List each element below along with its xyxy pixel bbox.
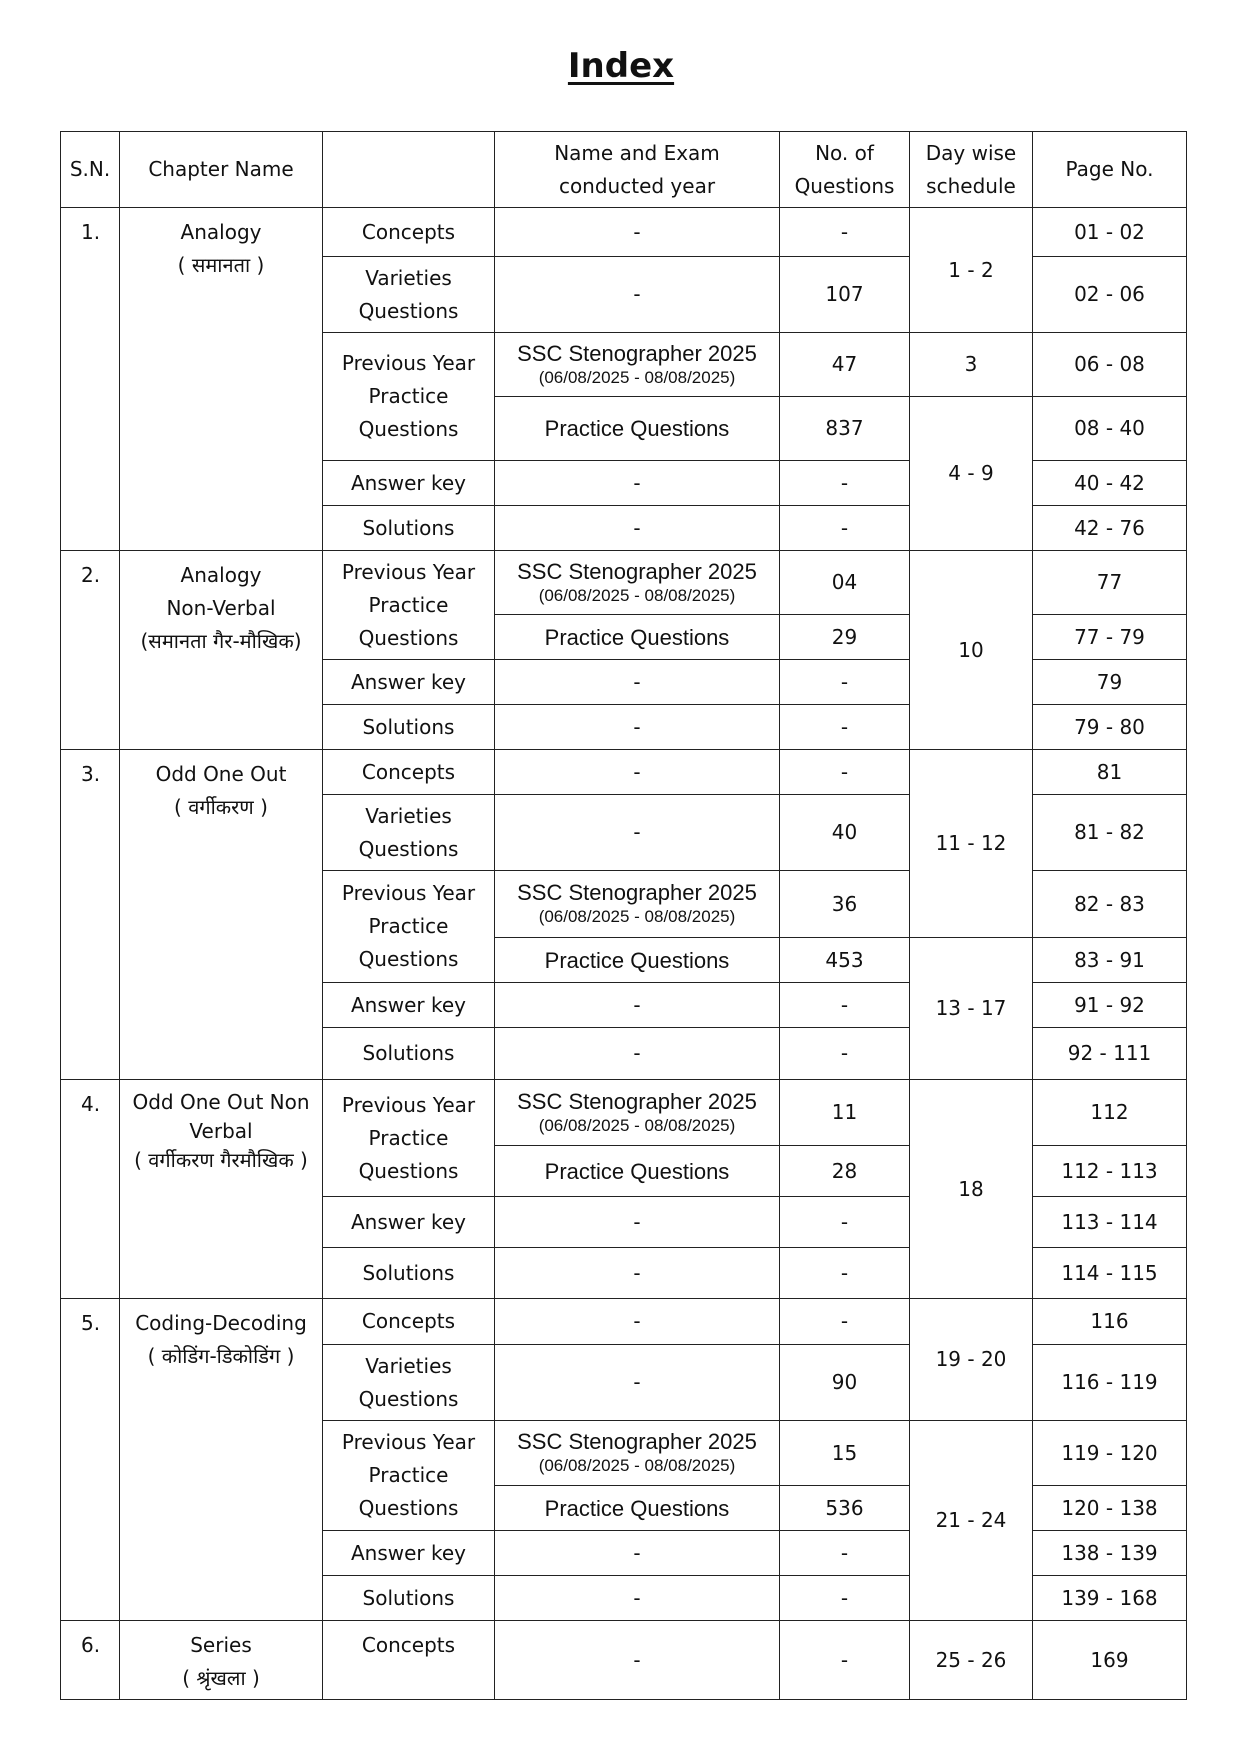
questions-cell: 536 [780, 1486, 910, 1531]
exam-name: SSC Stenographer 2025 [517, 880, 757, 905]
section-cell: Concepts [323, 750, 495, 795]
chapter-hindi: ( श्रृंखला ) [182, 1666, 260, 1690]
page-cell: 77 - 79 [1033, 615, 1187, 660]
section-cell: Concepts [323, 1621, 495, 1700]
section-cell: Concepts [323, 1299, 495, 1345]
section-cell: Solutions [323, 1576, 495, 1621]
day-cell: 19 - 20 [910, 1299, 1033, 1421]
page-cell: 114 - 115 [1033, 1248, 1187, 1299]
chapter-name [120, 750, 323, 1080]
exam-cell: - [495, 1028, 780, 1080]
section-cell: Solutions [323, 1028, 495, 1080]
exam-date: (06/08/2025 - 08/08/2025) [538, 1456, 736, 1475]
page-cell: 01 - 02 [1033, 208, 1187, 257]
page-cell: 138 - 139 [1033, 1531, 1187, 1576]
page-cell: 92 - 111 [1033, 1028, 1187, 1080]
page-cell: 112 [1033, 1080, 1187, 1146]
chapter-name [120, 208, 323, 551]
page-cell: 82 - 83 [1033, 871, 1187, 938]
chapter-name [120, 1080, 323, 1299]
chapter-hindi: ( कोडिंग-डिकोडिंग ) [147, 1344, 295, 1368]
questions-cell: - [780, 1576, 910, 1621]
header-page-no: Page No. [1033, 132, 1187, 208]
page-cell: 77 [1033, 551, 1187, 615]
table-row [61, 208, 1187, 257]
questions-cell: - [780, 983, 910, 1028]
header-row [61, 132, 1187, 208]
header-questions: No. of Questions [780, 132, 910, 208]
exam-name: SSC Stenographer 2025 [517, 340, 757, 366]
exam-cell: - [495, 208, 780, 257]
questions-cell: 453 [780, 938, 910, 983]
header-sn: S.N. [61, 132, 120, 208]
chapter-name [120, 551, 323, 750]
exam-cell: - [495, 750, 780, 795]
questions-cell: 107 [780, 257, 910, 333]
exam-cell: Practice Questions [495, 615, 780, 660]
page-cell: 119 - 120 [1033, 1421, 1187, 1486]
exam-date: (06/08/2025 - 08/08/2025) [538, 367, 736, 387]
page-cell: 120 - 138 [1033, 1486, 1187, 1531]
questions-cell: - [780, 461, 910, 506]
page-cell: 139 - 168 [1033, 1576, 1187, 1621]
section-cell: Solutions [323, 1248, 495, 1299]
exam-cell [495, 551, 780, 615]
header-section [323, 132, 495, 208]
chapter-name [120, 1621, 323, 1700]
header-chapter-name: Chapter Name [120, 132, 323, 208]
section-cell: Previous Year Practice Questions [323, 551, 495, 660]
questions-cell: - [780, 208, 910, 257]
section-cell: Varieties Questions [323, 795, 495, 871]
chapter-title: Odd One Out [155, 762, 287, 786]
questions-cell: - [780, 1197, 910, 1248]
page-cell: 81 - 82 [1033, 795, 1187, 871]
questions-cell: 15 [780, 1421, 910, 1486]
exam-cell: - [495, 660, 780, 705]
questions-cell: 837 [780, 397, 910, 461]
questions-cell: 28 [780, 1146, 910, 1197]
chapter-hindi: ( वर्गीकरण ) [174, 795, 268, 819]
chapter-title: Coding-Decoding [135, 1311, 307, 1335]
section-cell: Answer key [323, 983, 495, 1028]
page-cell: 91 - 92 [1033, 983, 1187, 1028]
questions-cell: 04 [780, 551, 910, 615]
questions-cell: 90 [780, 1345, 910, 1421]
questions-cell: - [780, 750, 910, 795]
questions-cell: - [780, 1531, 910, 1576]
exam-name: SSC Stenographer 2025 [517, 1088, 757, 1114]
questions-cell: 36 [780, 871, 910, 938]
page-cell: 112 - 113 [1033, 1146, 1187, 1197]
page-cell: 40 - 42 [1033, 461, 1187, 506]
questions-cell: - [780, 705, 910, 750]
day-cell: 4 - 9 [910, 397, 1033, 551]
section-cell: Varieties Questions [323, 1345, 495, 1421]
header-day-schedule: Day wise schedule [910, 132, 1033, 208]
exam-name: SSC Stenographer 2025 [517, 558, 757, 584]
exam-cell: Practice Questions [495, 397, 780, 461]
chapter-title: Analogy [180, 563, 262, 587]
chapter-title: Series [190, 1633, 252, 1657]
exam-cell: - [495, 257, 780, 333]
exam-cell [495, 1080, 780, 1146]
exam-cell: - [495, 1197, 780, 1248]
chapter-sn: 2. [61, 551, 120, 750]
exam-cell [495, 871, 780, 938]
section-cell: Previous Year Practice Questions [323, 1421, 495, 1531]
questions-cell: 29 [780, 615, 910, 660]
exam-cell: Practice Questions [495, 1146, 780, 1197]
questions-cell: - [780, 1299, 910, 1345]
chapter-hindi: ( समानता ) [177, 253, 265, 277]
exam-cell: - [495, 461, 780, 506]
page-cell: 113 - 114 [1033, 1197, 1187, 1248]
page-cell: 06 - 08 [1033, 333, 1187, 397]
questions-cell: - [780, 660, 910, 705]
exam-cell: - [495, 983, 780, 1028]
questions-cell: 11 [780, 1080, 910, 1146]
chapter-sn: 5. [61, 1299, 120, 1621]
section-cell: Solutions [323, 506, 495, 551]
chapter-sn: 4. [61, 1080, 120, 1299]
questions-cell: - [780, 1248, 910, 1299]
page-cell: 116 [1033, 1299, 1187, 1345]
exam-cell: - [495, 1345, 780, 1421]
questions-cell: 40 [780, 795, 910, 871]
day-cell: 18 [910, 1080, 1033, 1299]
exam-date: (06/08/2025 - 08/08/2025) [538, 907, 736, 926]
exam-cell: Practice Questions [495, 1486, 780, 1531]
section-cell: Previous Year Practice Questions [323, 333, 495, 461]
section-cell: Answer key [323, 1197, 495, 1248]
chapter-hindi: ( वर्गीकरण गैरमौखिक ) [134, 1148, 308, 1172]
day-cell: 11 - 12 [910, 750, 1033, 938]
section-cell: Concepts [323, 208, 495, 257]
page-cell: 83 - 91 [1033, 938, 1187, 983]
exam-cell [495, 333, 780, 397]
exam-cell: - [495, 1248, 780, 1299]
exam-cell: - [495, 705, 780, 750]
page-cell: 08 - 40 [1033, 397, 1187, 461]
page-title: Index [567, 46, 675, 86]
section-cell: Answer key [323, 1531, 495, 1576]
questions-cell: 47 [780, 333, 910, 397]
questions-cell: - [780, 1028, 910, 1080]
section-cell: Previous Year Practice Questions [323, 871, 495, 983]
exam-cell: - [495, 1531, 780, 1576]
index-table [60, 131, 1187, 1700]
chapter-name [120, 1299, 323, 1621]
exam-date: (06/08/2025 - 08/08/2025) [538, 1115, 736, 1135]
page-cell: 02 - 06 [1033, 257, 1187, 333]
day-cell: 3 [910, 333, 1033, 397]
questions-cell: - [780, 1621, 910, 1700]
chapter-sn: 6. [61, 1621, 120, 1700]
day-cell: 21 - 24 [910, 1421, 1033, 1621]
day-cell: 13 - 17 [910, 938, 1033, 1080]
exam-cell: - [495, 1576, 780, 1621]
exam-date: (06/08/2025 - 08/08/2025) [538, 585, 736, 605]
chapter-sn: 1. [61, 208, 120, 551]
chapter-hindi: (समानता गैर-मौखिक) [140, 629, 302, 653]
table-row [61, 1299, 1187, 1345]
table-row [61, 551, 1187, 615]
day-cell: 10 [910, 551, 1033, 750]
chapter-title-line2: Non-Verbal [166, 596, 276, 620]
header-exam: Name and Exam conducted year [495, 132, 780, 208]
chapter-sn: 3. [61, 750, 120, 1080]
page-cell: 169 [1033, 1621, 1187, 1700]
page-cell: 79 [1033, 660, 1187, 705]
section-cell: Answer key [323, 461, 495, 506]
chapter-title: Analogy [180, 220, 262, 244]
chapter-title-line2: Verbal [189, 1119, 253, 1143]
exam-cell: - [495, 506, 780, 551]
page-cell: 116 - 119 [1033, 1345, 1187, 1421]
section-cell: Solutions [323, 705, 495, 750]
exam-cell: - [495, 1621, 780, 1700]
exam-name: SSC Stenographer 2025 [517, 1429, 757, 1454]
exam-cell: - [495, 1299, 780, 1345]
exam-cell: Practice Questions [495, 938, 780, 983]
day-cell: 1 - 2 [910, 208, 1033, 333]
exam-cell [495, 1421, 780, 1486]
section-cell: Answer key [323, 660, 495, 705]
chapter-title: Odd One Out Non [132, 1090, 310, 1114]
page-cell: 79 - 80 [1033, 705, 1187, 750]
page-cell: 81 [1033, 750, 1187, 795]
questions-cell: - [780, 506, 910, 551]
page-cell: 42 - 76 [1033, 506, 1187, 551]
section-cell: Varieties Questions [323, 257, 495, 333]
table-row [61, 750, 1187, 795]
section-cell: Previous Year Practice Questions [323, 1080, 495, 1197]
table-row [61, 1621, 1187, 1700]
day-cell: 25 - 26 [910, 1621, 1033, 1700]
exam-cell: - [495, 795, 780, 871]
table-row [61, 1080, 1187, 1146]
